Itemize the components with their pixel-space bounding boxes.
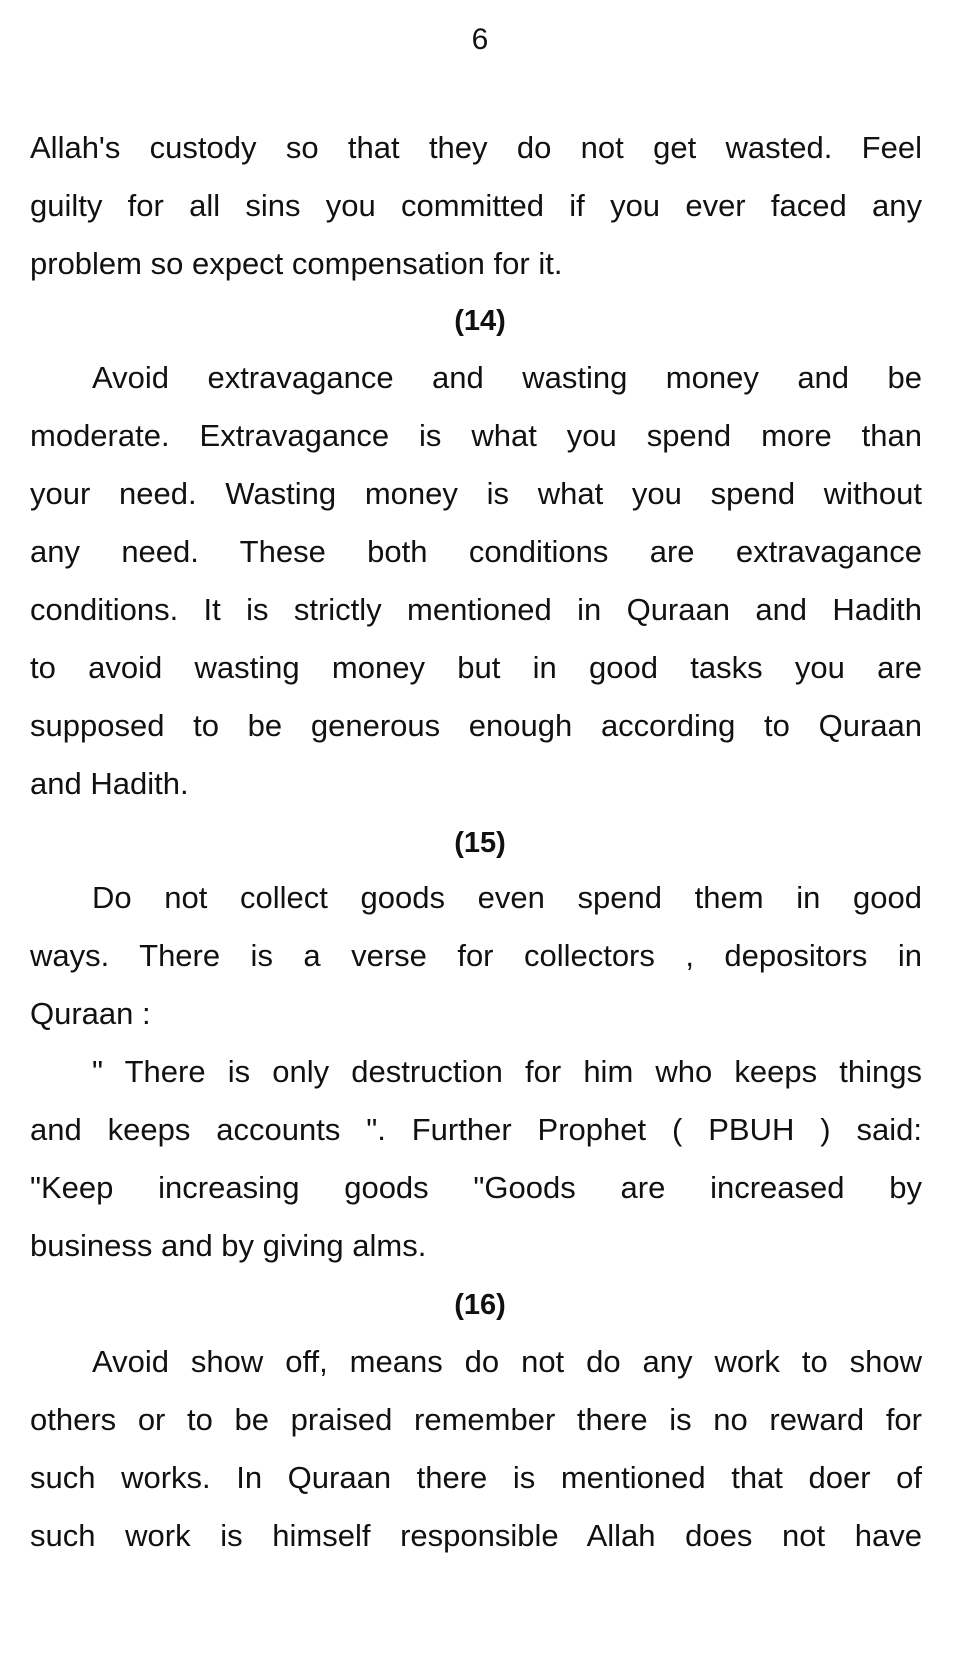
text-line: Do not collect goods even spend them in good: [92, 880, 922, 915]
text-line: ways. There is a verse for collectors , depositors in: [30, 938, 922, 973]
section-heading-14: (14): [454, 305, 506, 337]
text-line: to avoid wasting money but in good tasks you are: [30, 650, 922, 685]
text-line: conditions. It is strictly mentioned in Quraan and Hadith: [30, 592, 922, 627]
text-line: and Hadith.: [30, 766, 189, 801]
text-line: business and by giving alms.: [30, 1228, 427, 1263]
page-number: 6: [471, 23, 489, 56]
text-line: supposed to be generous enough according to Quraan: [30, 708, 922, 743]
text-line: and keeps accounts ". Further Prophet ( PBUH ) said:: [30, 1112, 922, 1147]
text-line: any need. These both conditions are extravagance: [30, 534, 922, 569]
text-line: Allah's custody so that they do not get wasted. Feel: [30, 130, 922, 165]
text-line: guilty for all sins you committed if you ever faced any: [30, 188, 922, 223]
paragraph-continuation: [30, 119, 922, 293]
paragraph-section-15: [30, 869, 922, 1275]
text-line: such work is himself responsible Allah does not have: [30, 1518, 922, 1553]
text-line: your need. Wasting money is what you spend without: [30, 476, 922, 511]
text-line: such works. In Quraan there is mentioned that doer of: [30, 1460, 922, 1495]
quote-line: " There is only destruction for him who keeps things: [92, 1054, 922, 1089]
text-line: Quraan :: [30, 996, 151, 1031]
text-line: Avoid show off, means do not do any work to show: [92, 1344, 922, 1379]
text-line: problem so expect compensation for it.: [30, 246, 563, 281]
text-line: others or to be praised remember there is no reward for: [30, 1402, 922, 1437]
section-heading-16: (16): [454, 1289, 506, 1321]
text-line: "Keep increasing goods "Goods are increased by: [30, 1170, 922, 1205]
paragraph-section-14: [30, 349, 922, 813]
text-line: Avoid extravagance and wasting money and be: [92, 360, 922, 395]
section-heading-15: (15): [454, 827, 506, 859]
paragraph-section-16: [30, 1333, 922, 1565]
text-line: moderate. Extravagance is what you spend more than: [30, 418, 922, 453]
